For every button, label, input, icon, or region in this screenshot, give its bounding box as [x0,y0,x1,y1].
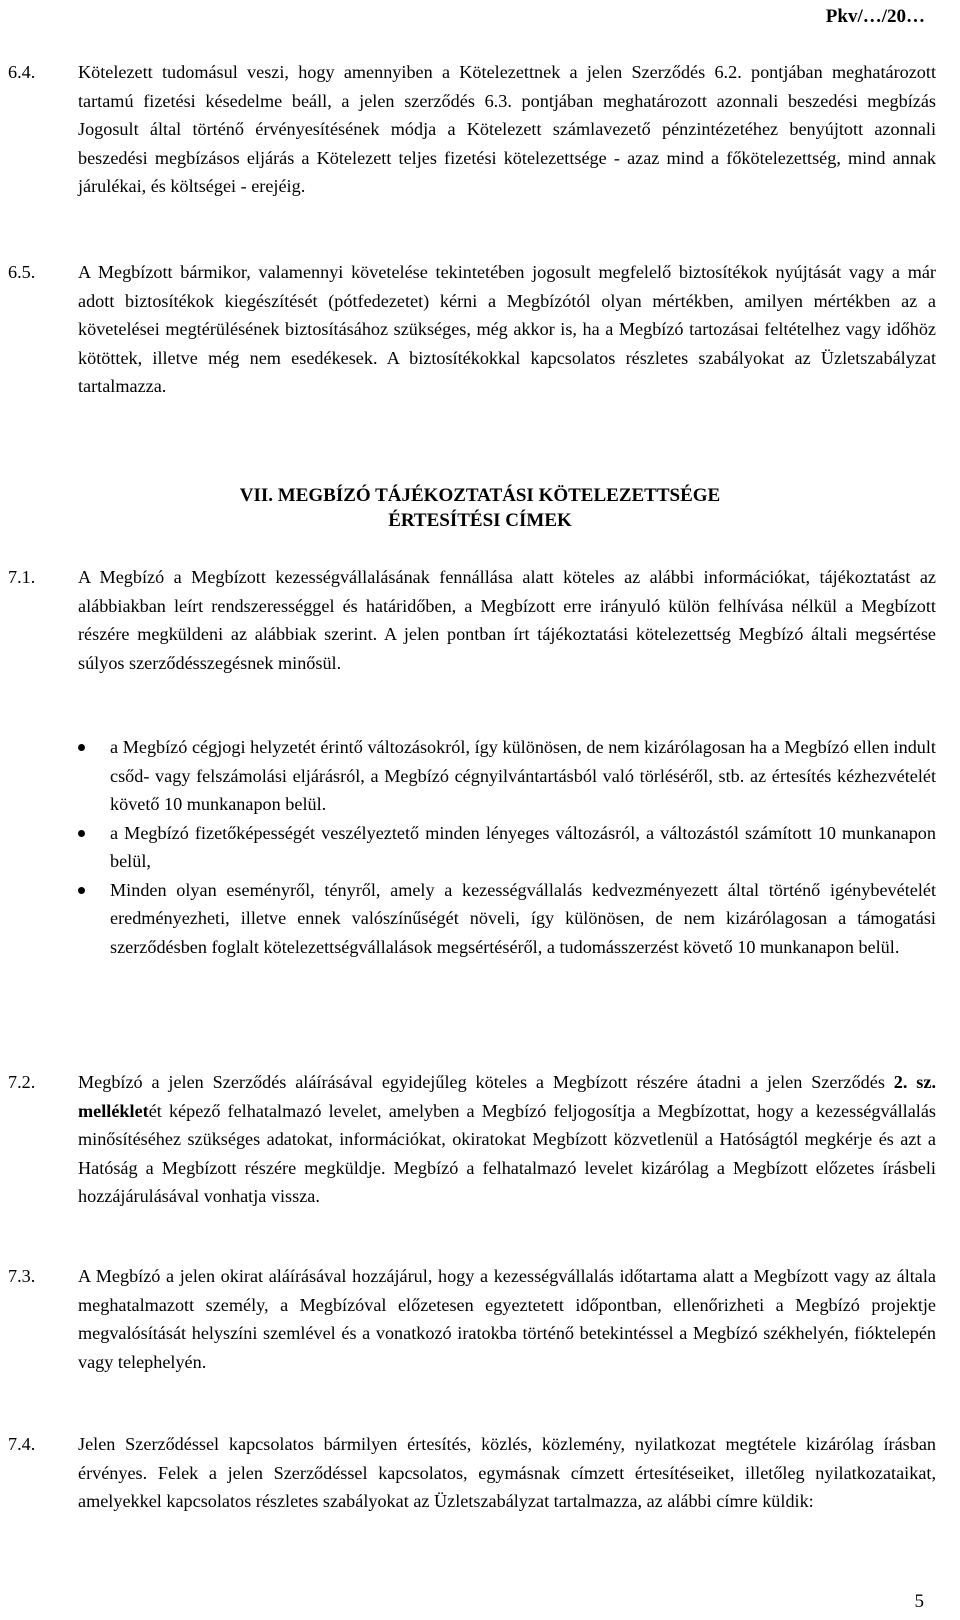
clause-text: Jelen Szerződéssel kapcsolatos bármilyen értesítés, közlés, közlemény, nyilatkozat megtétele kizárólag írásban érvényes. Felek a jelen Szerződéssel kapcsolatos, egymásnak címzett értesítéseiket, illetőleg nyilatkozataikat, amelyekkel kapcsolatos részletes szabályokat az Üzletszabályzat tartalmazza, az alábbi címre küldik: [78,1434,936,1511]
clause-text: A Megbízott bármikor, valamennyi követelése tekintetében jogosult megfelelő biztosítékok nyújtását vagy a már adott biztosítékok kiegészítését (pótfedezetet) kérni a Megbízótól olyan mértékben, amilyen mértékben az a követelései megtérülésének biztosításához szükséges, még akkor is, ha a Megbízó tartozásai feltételhez vagy időhöz kötöttek, illetve még nem esedékesek. A biztosítékokkal kapcsolatos részletes szabályokat az Üzletszabályzat tartalmazza. [78,262,936,396]
clause-text: A Megbízó a Megbízott kezességvállalásának fennállása alatt köteles az alábbi információkat, tájékoztatást az alábbiakban leírt rendszerességgel és határidőben, a Megbízott erre irányuló külön felhívása nélkül a Megbízott részére megküldeni az alábbiak szerint. A jelen pontban írt tájékoztatási kötelezettség Megbízó általi megsértése súlyos szerződésszegésnek minősül. [78,567,936,673]
document-reference: Pkv/…/20… [825,6,925,27]
clause-text: Kötelezett tudomásul veszi, hogy amennyiben a Kötelezettnek a jelen Szerződés 6.2. pontjában meghatározott tartamú fizetési késedelme beáll, a jelen szerződés 6.3. pontjában meghatározott azonnali beszedési megbízás Jogosult által történő érvényesítésének módja a Kötelezett számlavezető pénzintézetéhez benyújtott azonnali beszedési megbízásos eljárás a Kötelezett teljes fizetési kötelezettsége - azaz mind a főkötelezettség, mind annak járulékai, és költségei - erejéig. [78,62,936,196]
annex-reference: 2. sz. melléklet [78,1072,936,1121]
section-title: VII. MEGBÍZÓ TÁJÉKOZTATÁSI KÖTELEZETTSÉGE [239,485,721,506]
bullet-list [78,733,936,961]
list-item-text: a Megbízó cégjogi helyzetét érintő változásokról, így különösen, de nem kizárólagosan ha a Megbízó ellen indult csőd- vagy felszámolási eljárásról, a Megbízó cégnyilvántartásból való törléséről, stb. az értesítés kézhezvételét követő 10 munkanapon belül. [110,737,936,814]
clause-number: 6.4. [8,62,36,82]
clause-number: 7.1. [8,567,36,587]
clause-number: 7.3. [8,1266,36,1286]
clause-7-3 [8,1262,936,1376]
clause-number: 7.2. [8,1072,36,1092]
clause-7-4 [8,1430,936,1516]
list-item [78,733,936,819]
clause-6-4 [8,58,936,201]
clause-text [78,1068,936,1211]
list-item-text: a Megbízó fizetőképességét veszélyeztető minden lényeges változásról, a változástól számított 10 munkanapon belül, [110,822,936,871]
list-item-text: Minden olyan eseményről, tényről, amely a kezességvállalás kedvezményezett által történő igénybevételét eredményezheti, illetve ennek valószínűségét növeli, így különösen, de nem kizárólagosan a támogatási szerződésben foglalt kötelezettségvállalások megsértéséről, a tudomásszerzést követő 10 munkanapon belül. [110,879,936,957]
bullet-icon [78,887,85,894]
list-item [78,876,936,962]
bullet-icon [78,744,85,751]
clause-7-1 [8,563,936,677]
clause-number: 6.5. [8,262,36,282]
page-number: 5 [914,1591,924,1612]
section-subtitle: ÉRTESÍTÉSI CÍMEK [388,510,572,531]
clause-text: A Megbízó a jelen okirat aláírásával hozzájárul, hogy a kezességvállalás időtartama alatt a Megbízott vagy az általa meghatalmazott személy, a Megbízóval előzetesen egyeztetett időpontban, ellenőrizheti a Megbízó projektje megvalósítását helyszíni szemlével és a vonatkozó iratokba történő betekintéssel a Megbízó székhelyén, fióktelepén vagy telephelyén. [78,1266,936,1372]
section-heading [0,483,960,533]
bullet-icon [78,830,85,837]
list-item [78,819,936,876]
clause-7-2 [8,1068,936,1211]
clause-6-5 [8,258,936,401]
clause-text-part: ét képező felhatalmazó levelet, amelyben a Megbízó feljogosítja a Megbízottat, hogy a kezességvállalás minősítéséhez szükséges adatokat, információkat, okiratokat Megbízott közvetlenül a Hatóságtól megkérje és azt a Hatóság a Megbízott részére megküldje. Megbízó a felhatalmazó levelet kizárólag a Megbízott előzetes írásbeli hozzájárulásával vonhatja vissza. [78,1100,936,1206]
clause-text-part: Megbízó a jelen Szerződés aláírásával egyidejűleg köteles a Megbízott részére átadni a jelen Szerződés [78,1072,894,1092]
clause-number: 7.4. [8,1434,36,1454]
